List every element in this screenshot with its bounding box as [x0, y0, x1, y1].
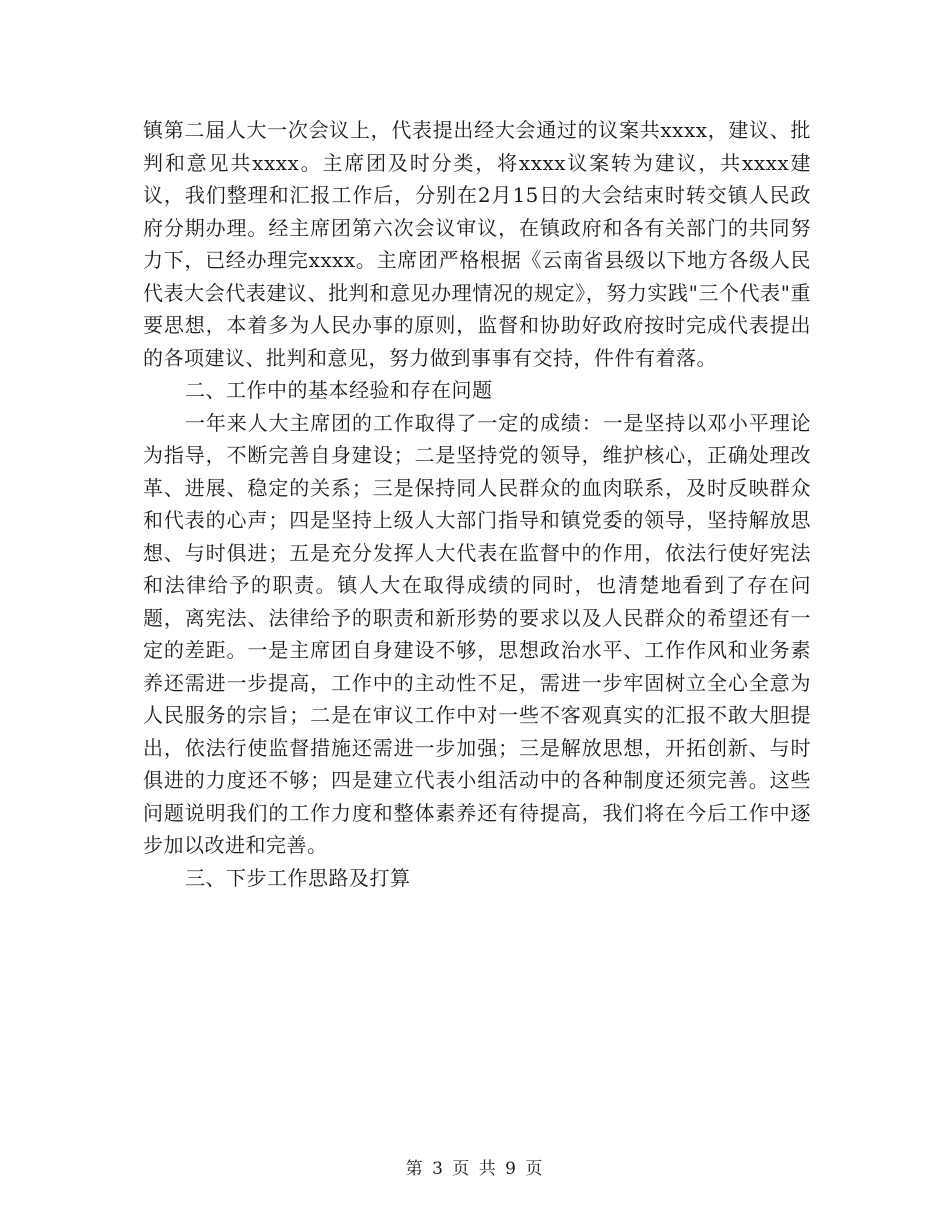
page-number-footer: 第 3 页 共 9 页	[405, 1159, 545, 1179]
document-body	[143, 114, 811, 894]
section-two-paragraph: 一年来人大主席团的工作取得了一定的成绩：一是坚持以邓小平理论为指导，不断完善自身建设；二是坚持党的领导，维护核心，正确处理改革、进展、稳定的关系；三是保持同人民群众的血肉联系，及时反映群众和代表的心声；四是坚持上级人大部门指导和镇党委的领导，坚持解放思想、与时俱进；五是充分发挥人大代表在监督中的作用，依法行使好宪法和法律给予的职责。镇人大在取得成绩的同时，也清楚地看到了存在问题，离宪法、法律给予的职责和新形势的要求以及人民群众的希望还有一定的差距。一是主席团自身建设不够，思想政治水平、工作作风和业务素养还需进一步提高，工作中的主动性不足，需进一步牢固树立全心全意为人民服务的宗旨；二是在审议工作中对一些不客观真实的汇报不敢大胆提出，依法行使监督措施还需进一步加强；三是解放思想，开拓创新、与时俱进的力度还不够；四是建立代表小组活动中的各种制度还须完善。这些问题说明我们的工作力度和整体素养还有待提高，我们将在今后工作中逐步加以改进和完善。	[143, 410, 811, 857]
section-two-heading: 二、工作中的基本经验和存在问题	[185, 378, 493, 402]
section-three-heading: 三、下步工作思路及打算	[185, 865, 411, 890]
continued-paragraph: 镇第二届人大一次会议上，代表提出经大会通过的议案共xxxx，建议、批判和意见共xxxx。主席团及时分类，将xxxx议案转为建议，共xxxx建议，我们整理和汇报工作后，分别在2月15日的大会结束时转交镇人民政府分期办理。经主席团第六次会议审议，在镇政府和各有关部门的共同努力下，已经办理完xxxx。主席团严格根据《云南省县级以下地方各级人民代表大会代表建议、批判和意见办理情况的规定》，努力实践"三个代表"重要思想，本着多为人民办事的原则，监督和协助好政府按时完成代表提出的各项建议、批判和意见，努力做到事事有交持，件件有着落。	[143, 118, 811, 370]
